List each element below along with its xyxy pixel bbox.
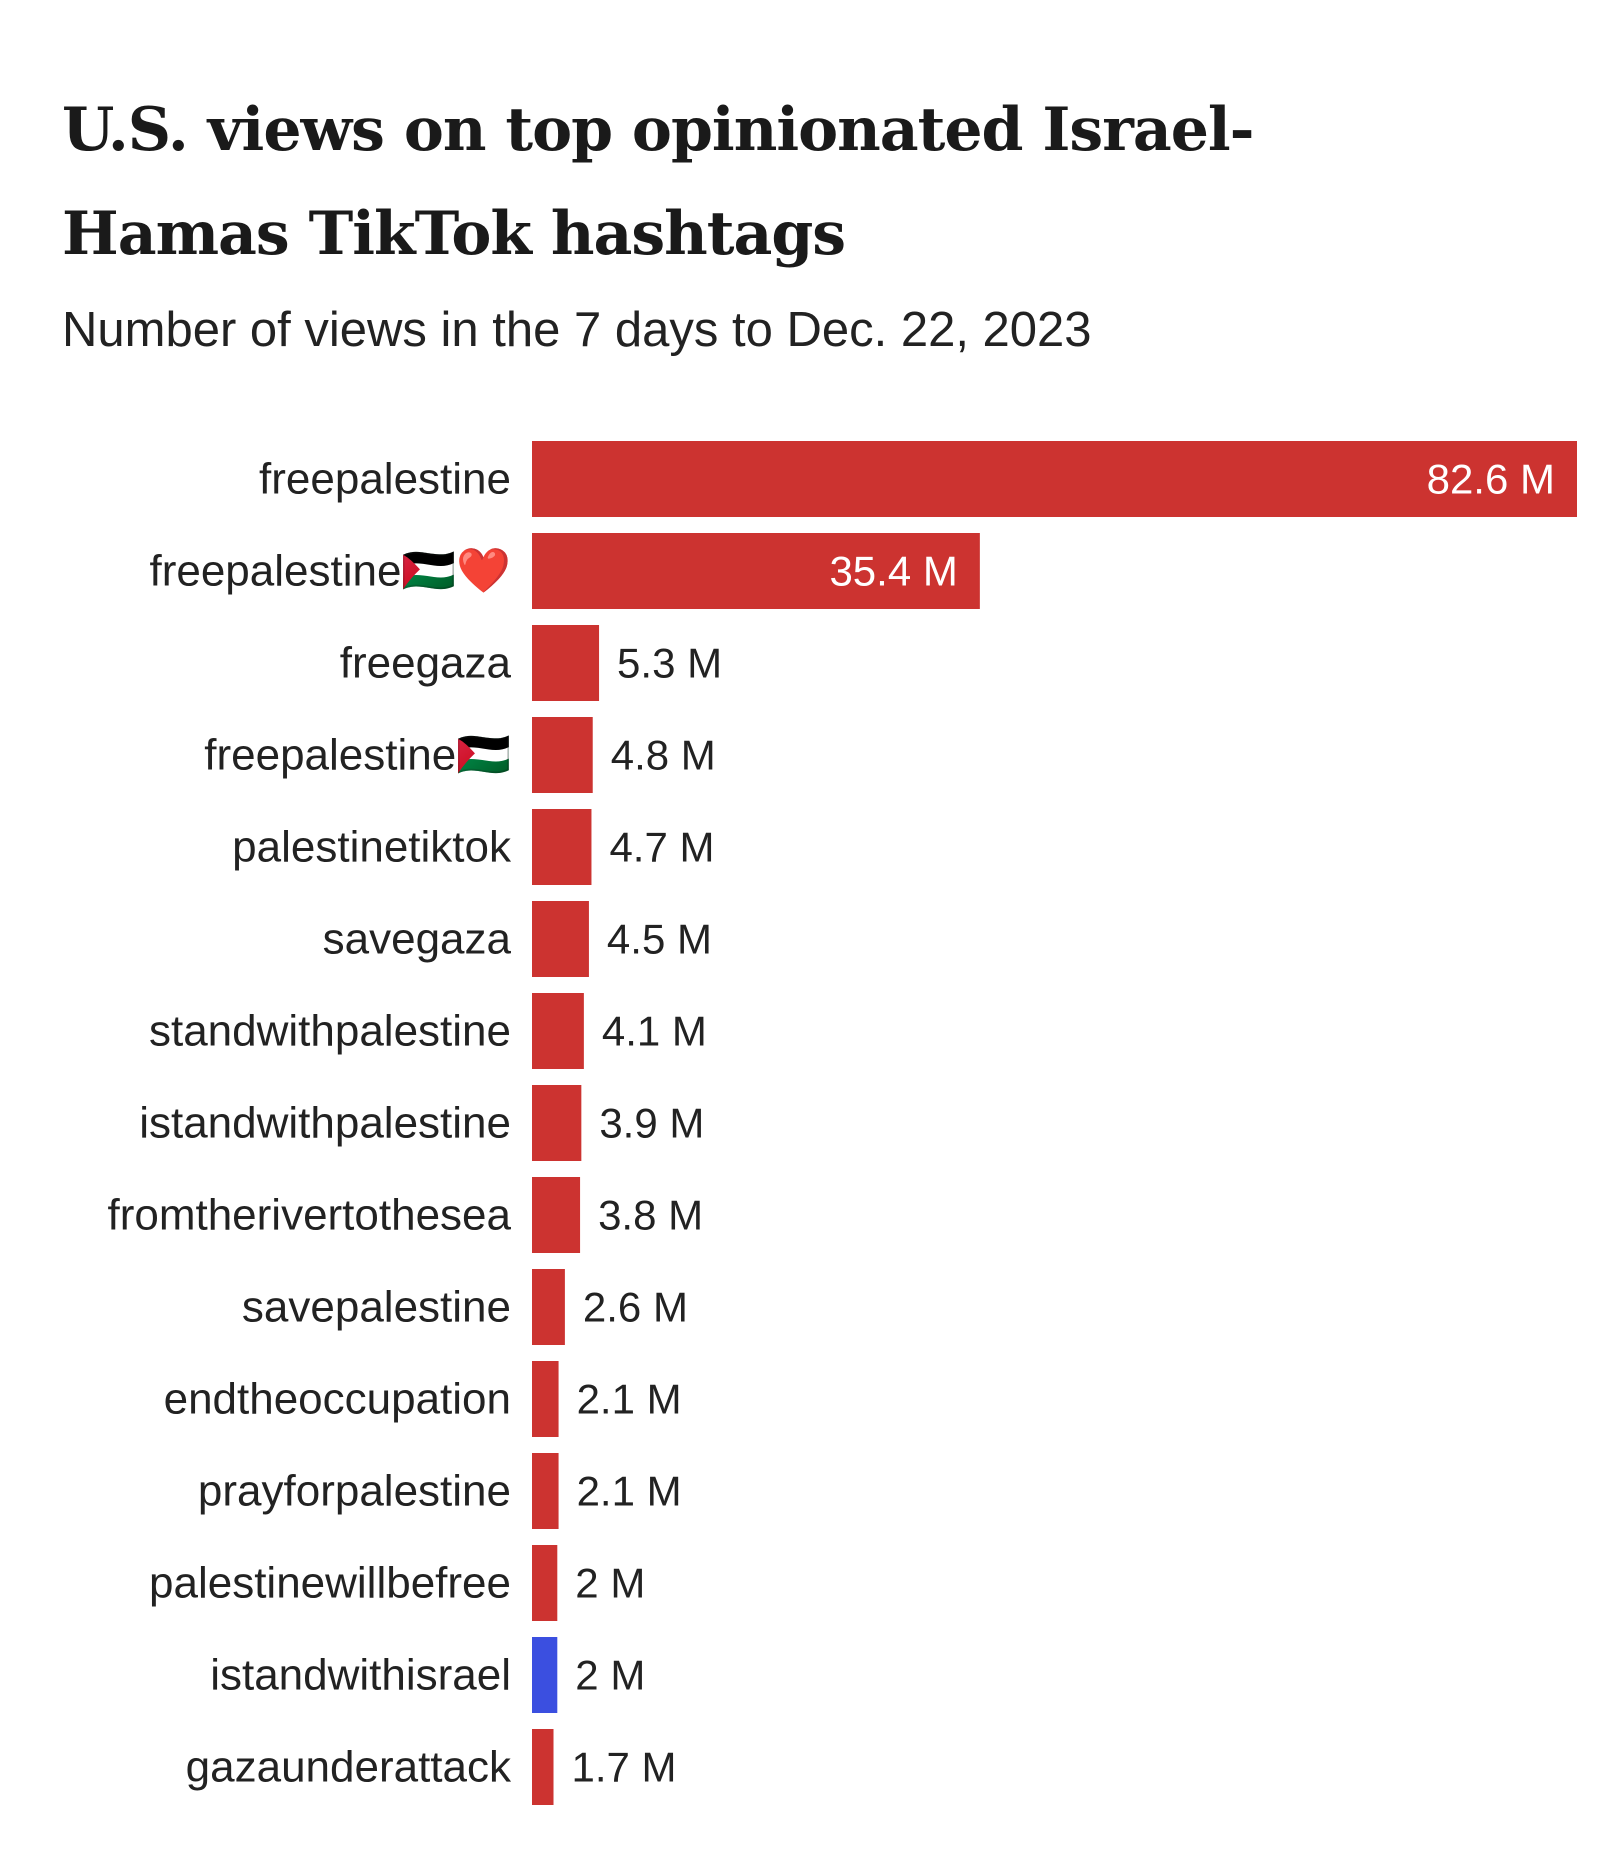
value-label-14: 1.7 M — [571, 1743, 677, 1791]
value-label-10: 2.1 M — [576, 1375, 682, 1423]
category-label-12: palestinewillbefree — [149, 1558, 511, 1608]
category-label-1: freepalestine🇵🇸❤️ — [149, 546, 511, 596]
bar-9 — [532, 1269, 565, 1345]
bar-10 — [532, 1361, 559, 1437]
category-label-5: savegaza — [322, 914, 511, 964]
bar-11 — [532, 1453, 559, 1529]
category-label-14: gazaunderattack — [185, 1742, 511, 1792]
value-label-2: 5.3 M — [617, 639, 723, 687]
bar-8 — [532, 1177, 580, 1253]
category-label-7: istandwithpalestine — [139, 1098, 511, 1148]
bar-2 — [532, 625, 599, 701]
category-label-11: prayforpalestine — [197, 1466, 511, 1516]
value-label-13: 2 M — [575, 1651, 646, 1699]
bar-3 — [532, 717, 593, 793]
category-label-9: savepalestine — [241, 1282, 511, 1332]
value-label-6: 4.1 M — [601, 1007, 707, 1055]
value-label-5: 4.5 M — [606, 915, 712, 963]
bar-13 — [532, 1637, 557, 1713]
category-label-10: endtheoccupation — [163, 1374, 511, 1424]
category-label-2: freegaza — [339, 638, 511, 688]
bar-14 — [532, 1729, 554, 1805]
value-label-4: 4.7 M — [609, 823, 715, 871]
bar-7 — [532, 1085, 581, 1161]
category-label-13: istandwithisrael — [210, 1650, 511, 1700]
category-label-6: standwithpalestine — [148, 1006, 511, 1056]
chart-title-line-2: Hamas TikTok hashtags — [62, 199, 846, 269]
value-label-3: 4.8 M — [610, 731, 716, 779]
bar-4 — [532, 809, 591, 885]
category-label-3: freepalestine🇵🇸 — [204, 730, 511, 780]
value-label-0: 82.6 M — [1426, 455, 1555, 503]
chart-title-line-1: U.S. views on top opinionated Israel- — [62, 95, 1254, 165]
category-label-8: fromtherivertothesea — [107, 1190, 511, 1240]
value-label-12: 2 M — [575, 1559, 646, 1607]
bar-12 — [532, 1545, 557, 1621]
value-label-7: 3.9 M — [599, 1099, 705, 1147]
bar-5 — [532, 901, 589, 977]
value-label-8: 3.8 M — [598, 1191, 704, 1239]
category-label-0: freepalestine — [259, 454, 511, 504]
bar-6 — [532, 993, 584, 1069]
value-label-11: 2.1 M — [576, 1467, 682, 1515]
bar-0 — [532, 441, 1577, 517]
chart-subtitle: Number of views in the 7 days to Dec. 22, 2023 — [62, 303, 1092, 357]
value-label-1: 35.4 M — [829, 547, 958, 595]
value-label-9: 2.6 M — [582, 1283, 688, 1331]
category-label-4: palestinetiktok — [232, 822, 511, 872]
